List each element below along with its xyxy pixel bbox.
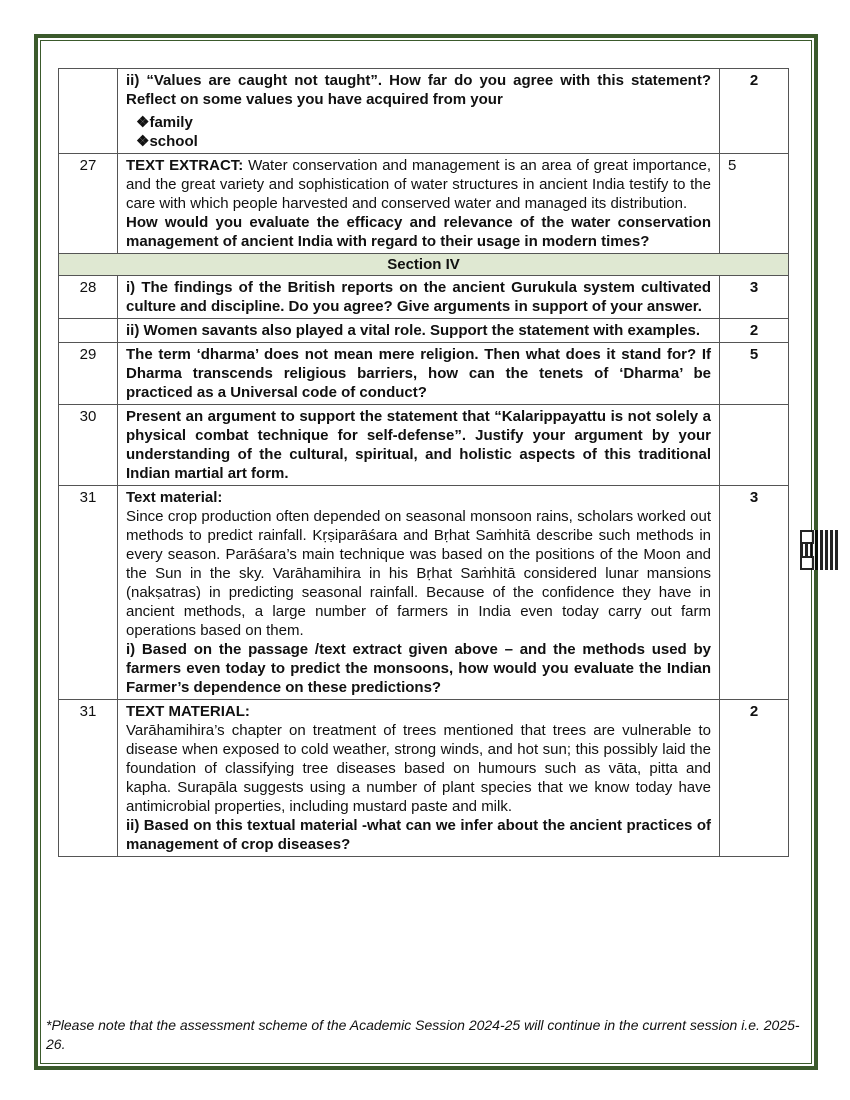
question-number: 31 bbox=[59, 700, 118, 857]
extract-text: Water conservation and management is an area of great importance, and the great variety and sophistication of water structures in ancient India testify to the care with which people harvested and conserved water and managed its distribution. bbox=[126, 157, 711, 212]
question-number: 30 bbox=[59, 405, 118, 486]
question-table bbox=[58, 68, 789, 857]
question-prompt: ii) Women savants also played a vital role. Support the statement with examples. bbox=[126, 322, 701, 339]
question-row bbox=[59, 69, 789, 154]
question-prompt: TEXT EXTRACT: bbox=[126, 157, 244, 174]
question-text bbox=[118, 154, 720, 254]
question-number: 27 bbox=[59, 154, 118, 254]
question-row bbox=[59, 343, 789, 405]
marks: 2 bbox=[720, 69, 789, 154]
question-prompt: TEXT MATERIAL: bbox=[126, 703, 250, 720]
footnote: *Please note that the assessment scheme of the Academic Session 2024-25 will continue in the current session i.e. 2025-26. bbox=[46, 1017, 800, 1052]
question-number: 28 bbox=[59, 276, 118, 319]
question-text bbox=[118, 69, 720, 154]
question-text bbox=[118, 486, 720, 700]
question-prompt: The term ‘dharma’ does not mean mere religion. Then what does it stand for? If Dharma transcends religious barriers, how can the tenets of ‘Dharma’ be practiced as a Universal code of conduct? bbox=[126, 346, 711, 401]
question-prompt: How would you evaluate the efficacy and relevance of the water conservation management of ancient India with regard to their usage in modern times? bbox=[126, 214, 711, 250]
bullet-list bbox=[126, 113, 711, 151]
extract-text: Since crop production often depended on seasonal monsoon rains, scholars worked out methods to predict rainfall. Kṛṣiparāśara and Bṛhat Saṁhitā describe such methods in every season. Parāśara’s main technique was based on the positions of the Moon and the Sun in the sky. Varāhamihira in his Bṛhat Saṁhitā considered lunar mansions (nakṣatras) in predicting seasonal rainfall. Because of the confidence they have in ancient methods, a large number of farmers in India even today carry out farm operations based on them. bbox=[126, 508, 711, 639]
question-text bbox=[118, 343, 720, 405]
question-row bbox=[59, 319, 789, 343]
question-row bbox=[59, 700, 789, 857]
question-number: 29 bbox=[59, 343, 118, 405]
question-prompt: ii) “Values are caught not taught”. How far do you agree with this statement? Reflect on some values you have acquired from your bbox=[126, 72, 711, 108]
question-number: 31 bbox=[59, 486, 118, 700]
question-row bbox=[59, 486, 789, 700]
question-prompt: i) Based on the passage /text extract given above – and the methods used by farmers even today to predict the monsoons, how would you evaluate the Indian Farmer’s dependence on these predictions? bbox=[126, 641, 711, 696]
qr-code-icon bbox=[800, 530, 838, 570]
question-prompt: Present an argument to support the statement that “Kalarippayattu is not solely a physical combat technique for self-defense”. Justify your argument by your understanding of the cultural, spiritual, and holistic aspects of this traditional Indian martial art form. bbox=[126, 408, 711, 482]
question-prompt: i) The findings of the British reports on the ancient Gurukula system cultivated culture and discipline. Do you agree? Give arguments in support of your answer. bbox=[126, 279, 711, 315]
question-number bbox=[59, 69, 118, 154]
question-text bbox=[118, 405, 720, 486]
section-header-row bbox=[59, 254, 789, 276]
bullet-item: ❖ family bbox=[136, 113, 711, 132]
question-prompt: ii) Based on this textual material -what can we infer about the ancient practices of management of crop diseases? bbox=[126, 817, 711, 853]
question-row bbox=[59, 405, 789, 486]
bullet-item: ❖ school bbox=[136, 132, 711, 151]
question-text bbox=[118, 276, 720, 319]
question-row bbox=[59, 154, 789, 254]
question-number bbox=[59, 319, 118, 343]
question-row bbox=[59, 276, 789, 319]
marks: 5 bbox=[720, 343, 789, 405]
marks bbox=[720, 405, 789, 486]
question-text bbox=[118, 700, 720, 857]
extract-text: Varāhamihira’s chapter on treatment of trees mentioned that trees are vulnerable to disease when exposed to cold weather, strong winds, and hot sun; this possibly laid the foundation of classifying tree diseases based on humours such as vāta, pitta and kapha. Surapāla suggests using a number of plant species that we know today have antimicrobial properties, including mustard paste and milk. bbox=[126, 722, 711, 815]
section-title: Section IV bbox=[59, 254, 789, 276]
marks: 3 bbox=[720, 276, 789, 319]
marks: 2 bbox=[720, 319, 789, 343]
marks: 5 bbox=[720, 154, 789, 254]
marks: 2 bbox=[720, 700, 789, 857]
marks: 3 bbox=[720, 486, 789, 700]
question-prompt: Text material: bbox=[126, 489, 223, 506]
question-text bbox=[118, 319, 720, 343]
